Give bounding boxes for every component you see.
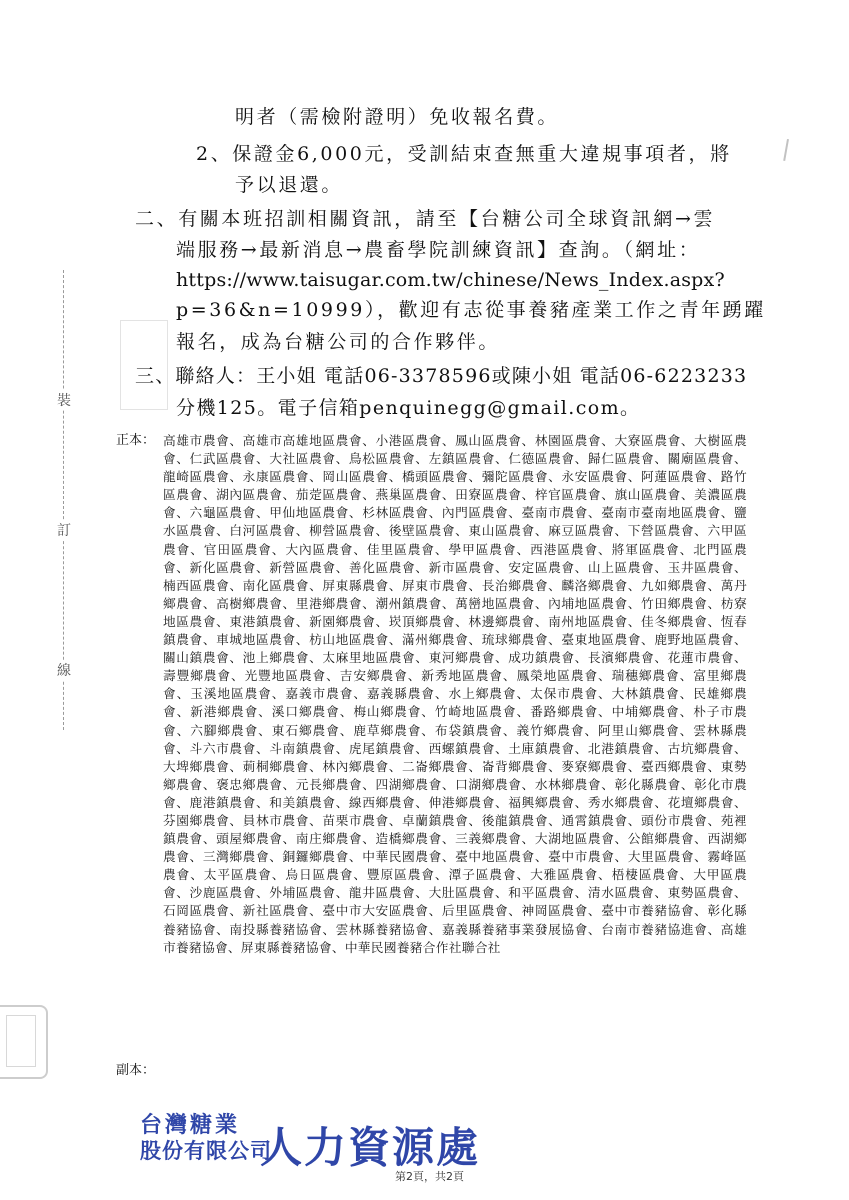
body-line-1: 明者（需檢附證明）免收報名費。 [235,106,560,128]
stamp-company-line1: 台灣糖業 [140,1113,241,1138]
body-line-3: 予以退還。 [235,174,344,196]
section-2-url-line: https://www.taisugar.com.tw/chinese/News_Index.aspx? [176,269,725,291]
section-2-line-2: 端服務→最新消息→農畜學院訓練資訊】查詢。（網址： [176,239,701,261]
section-2-line-5: 報名，成為台糖公司的合作夥伴。 [176,331,501,353]
section-2-line-1: 二、有關本班招訓相關資訊，請至【台糖公司全球資訊網→雲 [135,208,716,230]
main-recipients-list: 高雄市農會、高雄市高雄地區農會、小港區農會、鳳山區農會、林園區農會、大寮區農會、大樹區農會、仁武區農會、大社區農會、鳥松區農會、左鎮區農會、仁德區農會、歸仁區農會、關廟區農會、龍崎區農會、永康區農會、岡山區農會、橋頭區農會、彌陀區農會、永安區農會、阿蓮區農會、路竹區農會、湖內區農會、茄萣區農會、燕巢區農會、田寮區農會、梓官區農會、旗山區農會、美濃區農會、六龜區農會、甲仙地區農會、杉林區農會、內門區農會、臺南市農會、臺南市臺南地區農會、鹽水區農會、白河區農會、柳營區農會、後壁區農會、東山區農會、麻豆區農會、下營區農會、六甲區農會、官田區農會、大內區農會、佳里區農會、學甲區農會、西港區農會、將軍區農會、北門區農會、新化區農會、新營區農會、善化區農會、新市區農會、安定區農會、山上區農會、玉井區農會、楠西區農會、南化區農會、屏東縣農會、屏東市農會、長治鄉農會、麟洛鄉農會、九如鄉農會、萬丹鄉農會、高樹鄉農會、里港鄉農會、潮州鎮農會、萬巒地區農會、內埔地區農會、竹田鄉農會、枋寮地區農會、東港鎮農會、新園鄉農會、崁頂鄉農會、林邊鄉農會、南州地區農會、佳冬鄉農會、恆春鎮農會、車城地區農會、枋山地區農會、滿州鄉農會、琉球鄉農會、臺東地區農會、鹿野地區農會、關山鎮農會、池上鄉農會、太麻里地區農會、東河鄉農會、成功鎮農會、長濱鄉農會、花蓮市農會、壽豐鄉農會、光豐地區農會、吉安鄉農會、新秀地區農會、鳳榮地區農會、瑞穗鄉農會、富里鄉農會、玉溪地區農會、嘉義市農會、嘉義縣農會、水上鄉農會、太保市農會、大林鎮農會、民雄鄉農會、新港鄉農會、溪口鄉農會、梅山鄉農會、竹崎地區農會、番路鄉農會、中埔鄉農會、朴子市農會、六腳鄉農會、東石鄉農會、鹿草鄉農會、布袋鎮農會、義竹鄉農會、阿里山鄉農會、雲林縣農會、斗六市農會、斗南鎮農會、虎尾鎮農會、西螺鎮農會、土庫鎮農會、北港鎮農會、古坑鄉農會、大埤鄉農會、莿桐鄉農會、林內鄉農會、二崙鄉農會、崙背鄉農會、麥寮鄉農會、臺西鄉農會、東勢鄉農會、褒忠鄉農會、元長鄉農會、四湖鄉農會、口湖鄉農會、水林鄉農會、彰化縣農會、彰化市農會、鹿港鎮農會、和美鎮農會、線西鄉農會、伸港鄉農會、福興鄉農會、秀水鄉農會、花壇鄉農會、芬園鄉農會、員林市農會、苗栗市農會、卓蘭鎮農會、後龍鎮農會、通霄鎮農會、頭份市農會、苑裡鎮農會、頭屋鄉農會、南庄鄉農會、造橋鄉農會、三義鄉農會、大湖地區農會、公館鄉農會、西湖鄉農會、三灣鄉農會、銅鑼鄉農會、中華民國農會、臺中地區農會、臺中市農會、大里區農會、霧峰區農會、太平區農會、烏日區農會、豐原區農會、潭子區農會、大雅區農會、梧棲區農會、大甲區農會、沙鹿區農會、外埔區農會、龍井區農會、大肚區農會、和平區農會、清水區農會、東勢區農會、石岡區農會、新社區農會、臺中市大安區農會、后里區農會、神岡區農會、臺中市養豬協會、彰化縣養豬協會、南投縣養豬協會、雲林縣養豬協會、嘉義縣養豬事業發展協會、台南市養豬協進會、高雄市養豬協會、屏東縣養豬協會、中華民國養豬合作社聯合社 [163,433,747,955]
seal-stamp-partial [0,1005,48,1079]
binding-char-xian: 線 [55,660,73,680]
copy-recipients-label: 副本： [116,1063,156,1078]
section-2-line-4: p=36&n=10999），歡迎有志從事養豬產業工作之青年踴躍 [176,299,766,321]
body-line-2: 2、保證金6,000元，受訓結束查無重大違規事項者，將 [196,143,732,165]
section-3-email-line: 分機125。電子信箱penquinegg@gmail.com。 [176,397,641,419]
section-3-contact-line: 三、聯絡人：王小姐 電話06-3378596或陳小姐 電話06-6223233 [135,365,748,387]
scan-mark [783,139,801,163]
binding-char-zhuang: 裝 [55,390,73,410]
main-recipients-label: 正本： [116,433,156,448]
binding-char-ding: 訂 [55,520,73,540]
stamp-company-line2: 股份有限公司 [140,1139,272,1163]
page-indicator: 第2頁，共2頁 [395,1170,464,1183]
stamp-department: 人力資源處 [260,1123,481,1172]
